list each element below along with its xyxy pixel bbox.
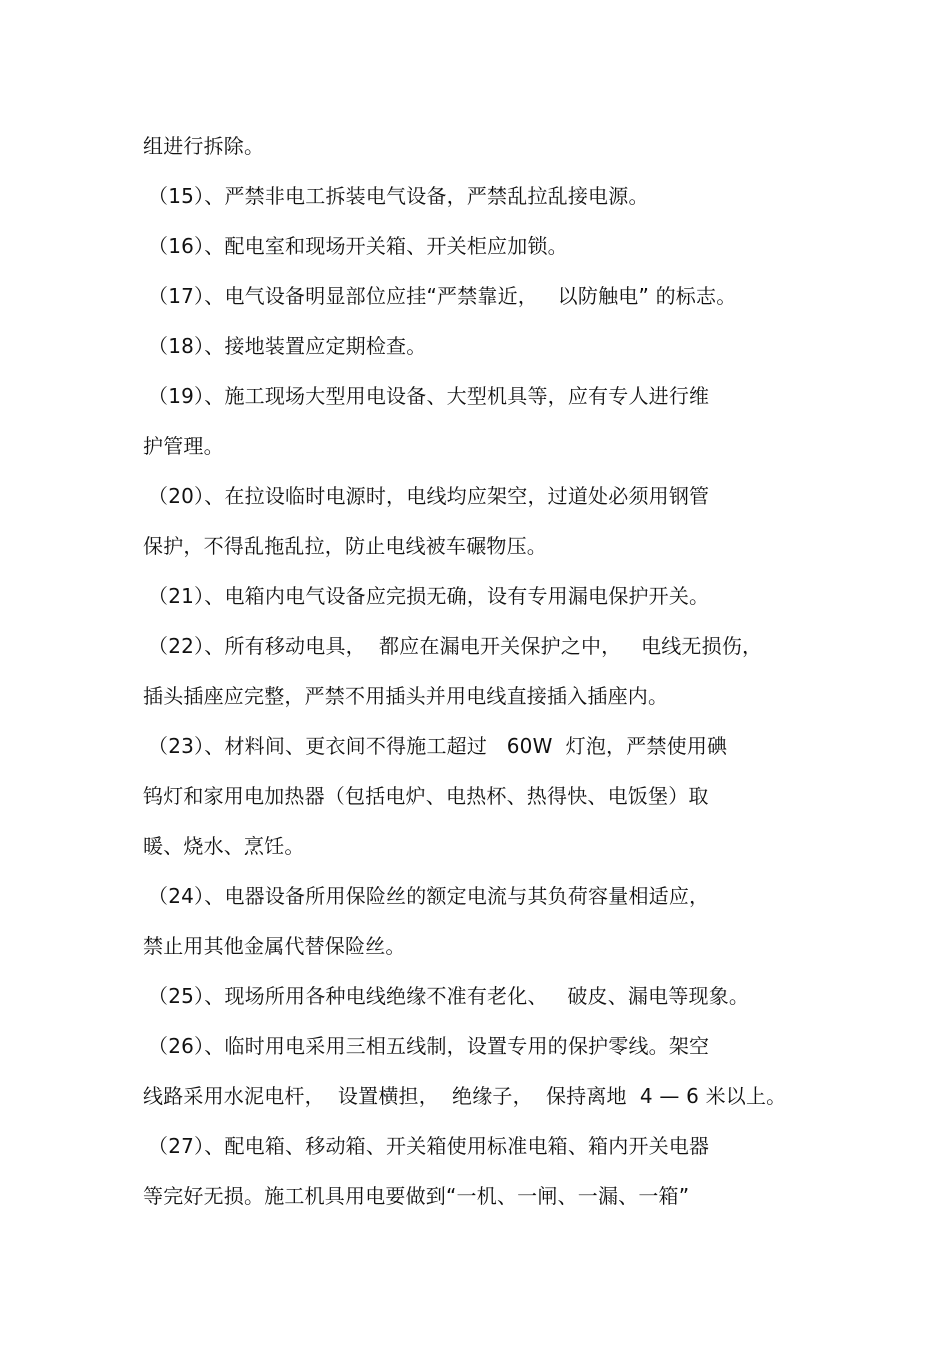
text-line: （24）、电器设备所用保险丝的额定电流与其负荷容量相适应， (148, 884, 710, 908)
text-line: （23）、材料间、更衣间不得施工超过 60W 灯泡，严禁使用碘 (148, 734, 728, 758)
text-line: （21）、电箱内电气设备应完损无确，设有专用漏电保护开关。 (148, 584, 710, 608)
text-line: （22）、所有移动电具， 都应在漏电开关保护之中， 电线无损伤， (148, 634, 763, 658)
text-line: （27）、配电箱、移动箱、开关箱使用标准电箱、箱内开关电器 (148, 1134, 710, 1158)
text-line: 禁止用其他金属代替保险丝。 (143, 934, 406, 958)
text-line: （16）、配电室和现场开关箱、开关柜应加锁。 (148, 234, 568, 258)
text-line: 暖、烧水、烹饪。 (143, 834, 305, 858)
text-line: （15）、严禁非电工拆装电气设备，严禁乱拉乱接电源。 (148, 184, 649, 208)
text-line: 组进行拆除。 (143, 134, 265, 158)
text-line: （19）、施工现场大型用电设备、大型机具等，应有专人进行维 (148, 384, 710, 408)
text-line: 插头插座应完整，严禁不用插头并用电线直接插入插座内。 (143, 684, 669, 708)
text-line: （25）、现场所用各种电线绝缘不准有老化、 破皮、漏电等现象。 (148, 984, 750, 1008)
text-line: （17）、电气设备明显部位应挂“严禁靠近， 以防触电” 的标志。 (148, 284, 737, 308)
text-line: （18）、接地装置应定期检查。 (148, 334, 427, 358)
text-line: 等完好无损。施工机具用电要做到“一机、一闸、一漏、一箱” (143, 1184, 690, 1208)
text-line: 线路采用水泥电杆， 设置横担， 绝缘子， 保持离地 4 — 6 米以上。 (143, 1084, 787, 1108)
text-line: （20）、在拉设临时电源时，电线均应架空，过道处必须用钢管 (148, 484, 710, 508)
text-line: 护管理。 (143, 434, 224, 458)
text-line: 保护，不得乱拖乱拉，防止电线被车碾物压。 (143, 534, 547, 558)
text-line: （26）、临时用电采用三相五线制，设置专用的保护零线。架空 (148, 1034, 710, 1058)
text-line: 钨灯和家用电加热器（包括电炉、电热杯、热得快、电饭堡）取 (143, 784, 709, 808)
